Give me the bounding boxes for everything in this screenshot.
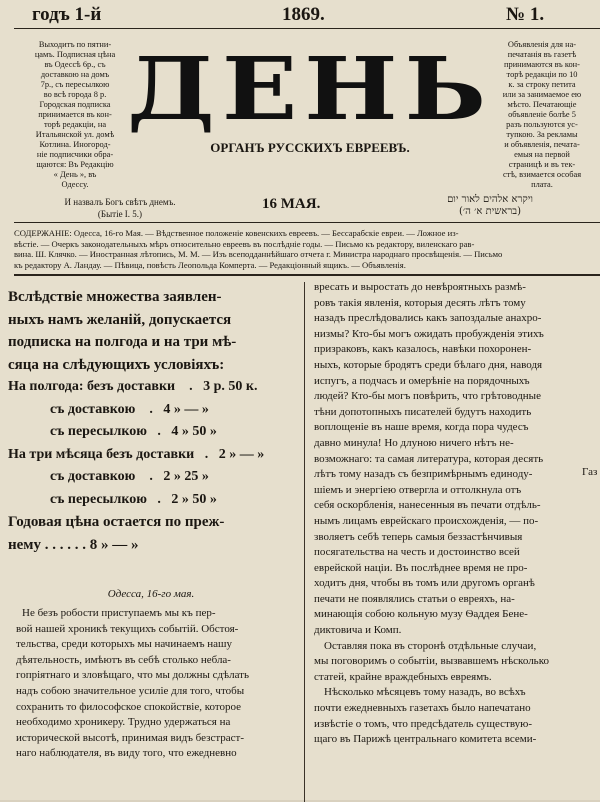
info-line: доставкою на домъ [40, 70, 110, 79]
issue-number: № 1. [506, 4, 545, 25]
info-line: торѣ редакціи, на [43, 120, 107, 129]
subscription-line: съ пересылкою . 4 » 50 » [8, 424, 217, 439]
info-line: стѣ, взимается особая [502, 170, 582, 179]
article-line: почти ежедневныхъ газетахъ было напечатано [314, 702, 531, 715]
article-line: людей? Кто-бы могъ повѣрить, что грѣтоводные [314, 390, 541, 403]
contents-bottom-rule [14, 274, 600, 276]
article-line: статей, крайне враждебныхъ евреямъ. [314, 670, 492, 683]
info-line: печатанія въ газетѣ [507, 50, 577, 59]
info-line: емыя на первой [514, 150, 570, 159]
contents-line: вина. Ш. Клячко. — Иностранная лѣтопись, М. М. — Изъ всеподданнѣйшаго отчета г. Министра народнаго просвѣщенія. — Письмо [14, 249, 503, 260]
article-line: испугъ, а подчасъ и омерѣніе на порядочныхъ [314, 374, 530, 387]
subscription-line: Вслѣдствіе множества заявлен- [8, 289, 222, 305]
article-line: вресать и выростать до невѣроятныхъ размѣ- [314, 281, 526, 293]
top-rule [14, 28, 600, 29]
article-line: возможнаго: та самая литература, которая десять [314, 452, 544, 465]
article-line: назадъ преслѣдовались какъ запоздалые анахро- [314, 312, 542, 325]
article-line: Нѣсколько мѣсяцевъ тому назадъ, во всѣхъ [324, 686, 526, 699]
article-line: тѣни допотопныхъ писателей будутъ находить [314, 405, 532, 418]
article-line: нымъ лицамъ еврейскаго происхожденія, — по- [314, 514, 539, 527]
contents-top-rule [14, 222, 600, 223]
article-line: вой нашей хроникѣ текущихъ событій. Обстоя- [16, 622, 239, 635]
info-line: Итальянской ул. домѣ [35, 130, 115, 139]
subscription-line: съ доставкою . 2 » 25 » [8, 469, 209, 484]
article-line: щаго въ Парижѣ центральнаго комитета всеми- [314, 733, 537, 746]
subscription-line: съ доставкою . 4 » — » [8, 401, 209, 417]
article-left-text [0, 606, 302, 762]
subscription-line: На три мѣсяца безъ доставки . 2 » — » [8, 446, 265, 462]
info-line: страницѣ и въ тек- [508, 160, 576, 169]
advertising-info-box [486, 40, 598, 190]
info-line: Выходитъ по пятни- [38, 40, 112, 49]
article-line: ходитъ дня, чтобы въ томъ или другомъ органѣ [314, 577, 535, 590]
motto-hebrew-line: ויקרא אלהים לאור יום [447, 194, 533, 205]
info-line: торѣ редакціи по 10 [506, 70, 578, 79]
info-line: щаются: Въ Редакцію [36, 160, 114, 169]
info-line: принимается въ кон- [38, 110, 112, 119]
article-right-text [310, 280, 600, 748]
info-line: к. за строку петита [508, 80, 576, 89]
article-line: Оставляя пока въ сторонѣ отдѣльные случаи, [324, 639, 537, 652]
article-line: призраковъ, какъ казалось, навѣки похоронен- [314, 343, 532, 356]
info-line: « День », въ [53, 170, 97, 179]
info-line: Котлина. Иногород- [39, 140, 111, 149]
column-divider [304, 282, 305, 802]
table-of-contents [14, 228, 594, 270]
article-line: еврейской націи. Въ послѣднее время не про- [314, 561, 528, 574]
article-line: извѣстіе о томъ, что предсѣдатель существую- [314, 717, 533, 730]
article-line: минающія собою кольную музу Ѳаддея Бене- [314, 608, 528, 621]
article-line: ровъ такія явленія, которыя десять лѣтъ тому [314, 296, 526, 309]
article-line: лѣтъ тому назадъ съ безпримѣрнымъ единоду- [314, 468, 533, 481]
info-line: мѣсто. Печатающіе [507, 100, 577, 109]
article-line: диктовича и Комп. [314, 624, 402, 637]
motto-russian-source: (Бытіе I. 5.) [97, 209, 143, 219]
info-line: или за занимаемое ею [502, 90, 582, 99]
info-line: въ Одессѣ 6р., съ [44, 60, 106, 69]
article-line: необходимо хроникеру. Трудно удержаться на [16, 716, 231, 729]
article-line: гопріятнаго и зловѣщаго, что мы должны сдѣлать [16, 669, 250, 682]
article-line: ныхъ, которые бродятъ среди бѣлаго дня, наводя [314, 358, 543, 371]
article-line: сохранить то философское спокойствіе, которое [16, 700, 242, 713]
contents-line: къ редактору А. Ландау. — Пѣвица, повѣсть Леопольда Комперта. — Редакціонный ящикъ. — Объявленія. [14, 259, 406, 270]
article-line: дѣятельность, имѣютъ въ себѣ столько небла- [16, 653, 231, 666]
article-line: воплощеніе въ наше время, когда пора чудесъ [314, 421, 529, 434]
subscription-line: нему . . . . . . 8 » — » [8, 536, 139, 553]
article-line: зволяетъ себѣ теперь самыя беззастѣнчивыя [314, 530, 523, 543]
contents-line: вѣстіе. — Очеркъ законодательныхъ мѣръ относительно евреевъ въ послѣдніе годы. — Письмо къ редактору, виленскаго рав- [14, 238, 475, 249]
motto-russian-line: И назвалъ Богъ свѣтъ днемъ. [64, 197, 176, 207]
year-label: годъ 1-й [32, 4, 102, 25]
article-line: себя оскорбленія, нанесенныя въ печати отдѣль- [314, 499, 541, 512]
year: 1869. [282, 4, 325, 25]
contents-line: СОДЕРЖАНІЕ: Одесса, 16-го Мая. — Вѣдственное положеніе ковенскихъ евреевъ. — Бессарабскіе евреи. — Ложное из- [14, 228, 459, 238]
article-line: шіемъ и энергіею отвергла и оттолкнула отъ [314, 483, 522, 496]
subscription-line: подписка на полгода и на три мѣ- [8, 334, 237, 350]
issue-header [0, 4, 600, 26]
motto-hebrew-source: (בראשית א׳ ה׳) [458, 206, 522, 217]
info-line: во всѣ города 8 р. [43, 90, 107, 99]
info-line: тупкою. За рекламы [506, 130, 578, 139]
info-line: ніе подписчики обра- [36, 150, 114, 159]
article-line: мы поговоримъ о событіи, вызвавшемъ нѣсколько [314, 655, 549, 668]
info-line: принимаются въ кон- [504, 60, 580, 69]
article-line: тельства, среди которыхъ мы начинаемъ нашу [16, 638, 233, 651]
motto-russian [50, 196, 190, 220]
subscription-notice [0, 286, 302, 556]
subscription-line: ныхъ намъ желаній, допускается [8, 311, 232, 328]
article-line: печати не появлялись статьи о евреяхъ, на- [314, 592, 515, 605]
subscription-info-box [16, 40, 134, 190]
subscription-line: На полгода: безъ доставки . 3 р. 50 к. [8, 379, 258, 394]
article-line: низмы? Кто-бы могъ ожидать пробужденія этихъ [314, 327, 544, 340]
edge-fragment: Газ [582, 466, 598, 478]
article-heading: Одесса, 16-го мая. [107, 588, 195, 600]
info-line: объявленіе болѣе 5 [508, 110, 576, 119]
info-line: Объявленія для на- [507, 40, 577, 49]
article-line: наго наблюдателя, въ виду того, что ежедневно [16, 747, 237, 760]
motto-hebrew [420, 194, 560, 218]
info-line: цамъ. Подписная цѣна [34, 50, 116, 59]
article-line: надъ собою значительное усиліе для того, чтобы [16, 684, 245, 697]
info-line: Одессу. [61, 180, 89, 189]
info-line: разъ пользуются ус- [506, 120, 578, 129]
masthead-title: ДЕНЬ [127, 39, 493, 140]
issue-date: 16 МАЯ. [262, 196, 321, 212]
info-line: 7р., съ пересылкою [40, 80, 110, 89]
article-line: давно минула! Но длуною ничего нѣтъ не- [314, 436, 514, 449]
subscription-line: сяца на слѣдующихъ условіяхъ: [8, 356, 225, 373]
info-line: Городская подписка [39, 100, 111, 109]
subscription-line: съ пересылкою . 2 » 50 » [8, 491, 217, 507]
article-line: Не безъ робости приступаемъ мы къ пер- [22, 607, 216, 619]
info-line: плата. [531, 180, 553, 189]
article-line: исторической высотѣ, принимая видъ безстраст- [16, 731, 245, 744]
right-column [310, 280, 600, 748]
subscription-line: Годовая цѣна остается по преж- [8, 514, 225, 530]
article-line: посягательства на честь и достоинство всей [314, 546, 520, 559]
left-column [0, 286, 302, 762]
info-line: и объявленія, печата- [504, 140, 580, 149]
masthead-subtitle: ОРГАНЪ РУССКИХЪ ЕВРЕЕВЪ. [210, 140, 410, 155]
